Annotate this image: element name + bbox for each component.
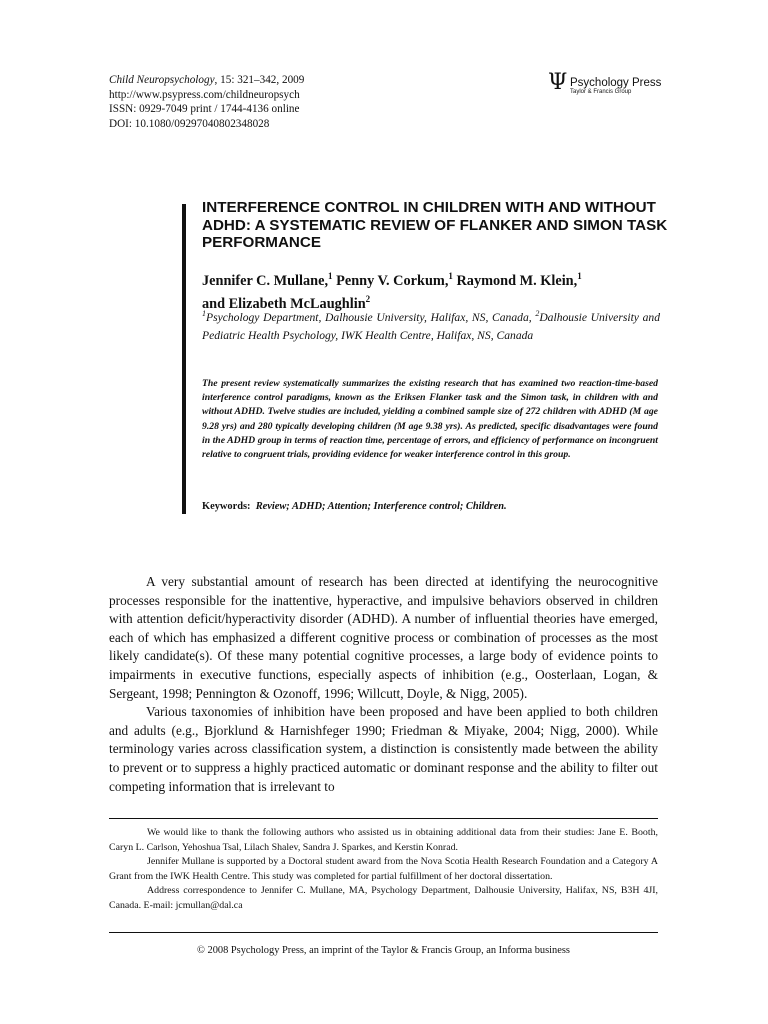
footnote-divider (109, 818, 658, 819)
journal-issn: ISSN: 0929-7049 print / 1744-4136 online (109, 103, 300, 116)
author-affiliation-mark: 1 (577, 271, 582, 281)
affiliation-mark: 1 (202, 309, 206, 318)
psi-logo-icon: Ψ (548, 70, 568, 95)
journal-name: Child Neuropsychology (109, 74, 215, 86)
keywords-label: Keywords: (202, 501, 251, 512)
journal-volume: , 15: 321–342, 2009 (214, 74, 305, 86)
article-title: INTERFERENCE CONTROL IN CHILDREN WITH AND WITHOUT ADHD: A SYSTEMATIC REVIEW OF FLANKER AND SIMON TASK PERFORMANCE (202, 199, 668, 252)
affiliation-text: Dalhousie University and Pediatric Health Psychology, IWK Health Centre, Halifax, NS, Canada (202, 310, 660, 342)
body-paragraph: Various taxonomies of inhibition have been proposed and have been applied to both children and adults (e.g., Bjorklund & Harnishfeger 1990; Friedman & Miyake, 2004; Nigg, 2000). While terminology varies across classification system, a distinction is consistently made between the ability to prevent or to suppress a highly practiced automatic or dominant response and the ability to filter out competing information that is irrelevant to (109, 704, 658, 794)
footnotes (109, 826, 658, 913)
affiliations (202, 305, 660, 345)
author-affiliation-mark: 1 (328, 271, 333, 281)
publisher-group: Taylor & Francis Group (570, 89, 632, 95)
author-name: Raymond M. Klein, (456, 272, 578, 289)
footnote: Jennifer Mullane is supported by a Doctoral student award from the Nova Scotia Health Research Foundation and a Category A Grant from the IWK Health Centre. This study was completed for partial fulfillment of her doctoral dissertation. (109, 856, 658, 882)
publisher-logo (548, 70, 668, 100)
author-affiliation-mark: 2 (365, 293, 371, 304)
journal-doi: DOI: 10.1080/09297040802348028 (109, 117, 270, 130)
keywords-values: Review; ADHD; Attention; Interference control; Children. (255, 501, 507, 512)
body-paragraph: A very substantial amount of research has been directed at identifying the neurocognitive processes responsible for the inattentive, hyperactive, and impulsive behaviors observed in children with attention deficit/hyperactivity disorder (ADHD). A number of influential theories have emerged, each of which has emphasized a different cognitive process or combination of processes as the most likely candidate(s). Of these many potential cognitive processes, a large body of evidence points to impairments in executive functions, especially aspects of inhibition (e.g., Oosterlaan, Logan, & Sergeant, 1998; Pennington & Ozonoff, 1996; Willcutt, Doyle, & Nigg, 2005). (109, 574, 658, 701)
author-name: Penny V. Corkum, (336, 272, 449, 289)
journal-citation (109, 73, 304, 88)
footnote: Address correspondence to Jennifer C. Mullane, MA, Psychology Department, Dalhousie University, Halifax, NS, B3H 4JI, Canada. E-mail: jcmullan@dal.ca (109, 885, 658, 911)
affiliation-mark: 2 (535, 309, 540, 318)
copyright-line: © 2008 Psychology Press, an imprint of the Taylor & Francis Group, an Informa business (197, 945, 570, 956)
journal-url: http://www.psypress.com/childneuropsych (109, 88, 300, 101)
affiliation-text: Psychology Department, Dalhousie University, Halifax, NS, Canada, (206, 310, 536, 324)
title-rule-bar (182, 204, 186, 514)
copyright-divider (109, 932, 658, 933)
body-text (109, 573, 658, 796)
abstract: The present review systematically summarizes the existing research that has examined two reaction-time-based interference control paradigms, known as the Eriksen Flanker task and the Simon task, in children with and without ADHD. Twelve studies are included, yielding a combined sample size of 272 children with ADHD (M age 9.28 yrs) and 280 typically developing children (M age 9.38 yrs). As predicted, specific disadvantages were found in the ADHD group in terms of reaction time, percentage of errors, and efficiency of performance on incongruent relative to congruent trials, providing evidence for weaker interference control in this group. (202, 378, 658, 461)
footnote: We would like to thank the following authors who assisted us in obtaining additional data from their studies: Jane E. Booth, Caryn L. Carlson, Yehoshua Tsal, Lilach Shalev, Sandra J. Sparkes, and Kerstin Konrad. (109, 827, 658, 853)
author-affiliation-mark: 1 (448, 271, 453, 281)
publisher-name: Psychology Press (570, 77, 662, 89)
author-name: and Elizabeth McLaughlin (202, 295, 366, 312)
author-name: Jennifer C. Mullane, (202, 272, 329, 289)
journal-info (109, 73, 304, 131)
keywords (202, 500, 507, 514)
